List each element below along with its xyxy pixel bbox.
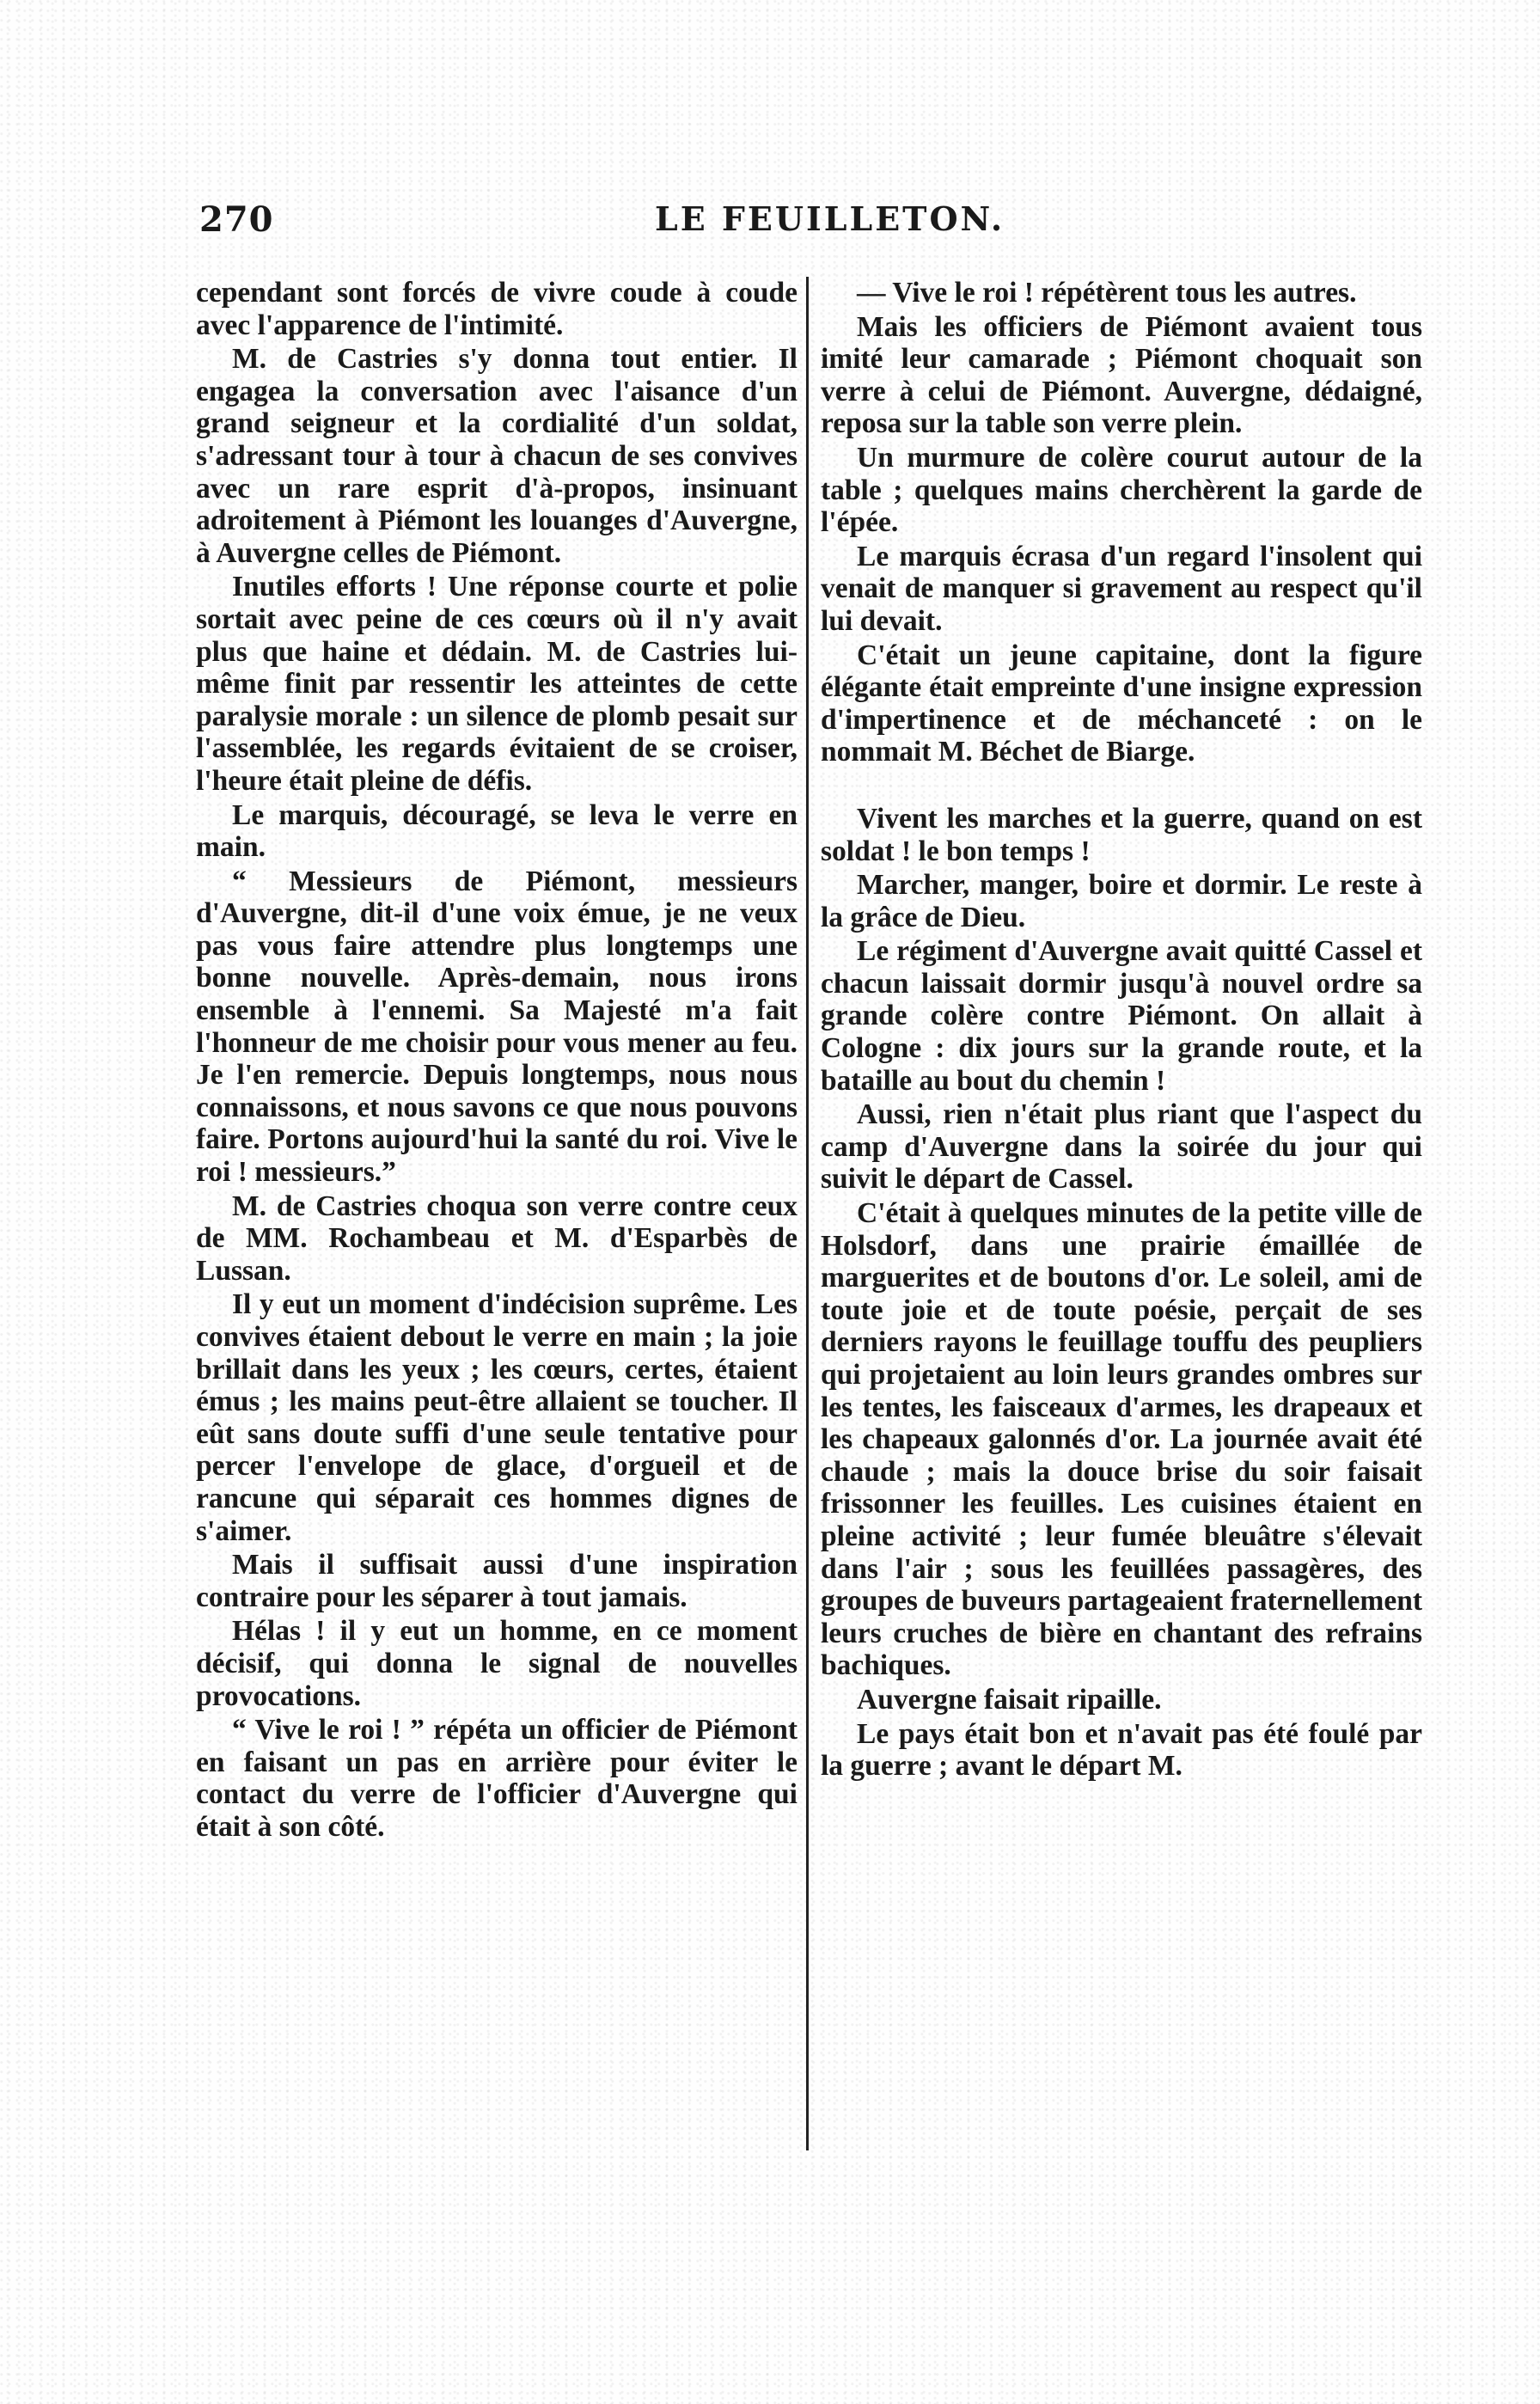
paragraph: “ Messieurs de Piémont, messieurs d'Auvergne, dit-il d'une voix émue, je ne veux pas vous faire attendre plus longtemps une bonne nouvelle. Après-demain, nous irons ensemble à l'ennemi. Sa Majesté m'a fait l'honneur de me choisir pour vous mener au feu. Je l'en remercie. Depuis longtemps, nous nous connaissons, et nous savons ce que nous pouvons faire. Portons aujourd'hui la santé du roi. Vive le roi ! messieurs.” — [196, 865, 798, 1189]
paragraph: Le marquis écrasa d'un regard l'insolent qui venait de manquer si gravement au respect qu'il lui devait. — [821, 540, 1422, 637]
paragraph: Le marquis, découragé, se leva le verre en main. — [196, 798, 798, 864]
paragraph: C'était un jeune capitaine, dont la figure élégante était empreinte d'une insigne expression d'impertinence et de méchanceté : on le nommait M. Béchet de Biarge. — [821, 639, 1422, 768]
paragraph: Le régiment d'Auvergne avait quitté Cassel et chacun laissait dormir jusqu'à nouvel ordre sa grande colère contre Piémont. On allait à Cologne : dix jours sur la grande route, et la bataille au bout du chemin ! — [821, 935, 1422, 1097]
paragraph: Il y eut un moment d'indécision suprême. Les convives étaient debout le verre en main ; la joie brillait dans les yeux ; les cœurs, certes, étaient émus ; les mains peut-être allaient se toucher. Il eût sans doute suffi d'une seule tentative pour percer l'envelope de glace, d'orgueil et de rancune qui séparait ces hommes dignes de s'aimer. — [196, 1288, 798, 1547]
paragraph: Aussi, rien n'était plus riant que l'aspect du camp d'Auvergne dans la soirée du jour qui suivit le départ de Cassel. — [821, 1098, 1422, 1196]
section-break — [821, 770, 1422, 803]
paragraph: Mais les officiers de Piémont avaient tous imité leur camarade ; Piémont choquait son verre à celui de Piémont. Auvergne, dédaigné, reposa sur la table son verre plein. — [821, 310, 1422, 440]
paragraph: M. de Castries choqua son verre contre ceux de MM. Rochambeau et M. d'Esparbès de Lussan. — [196, 1190, 798, 1287]
paragraph: “ Vive le roi ! ” répéta un officier de Piémont en faisant un pas en arrière pour éviter le contact du verre de l'officier d'Auvergne qui était à son côté. — [196, 1714, 798, 1843]
paragraph: cependant sont forcés de vivre coude à coude avec l'apparence de l'intimité. — [196, 277, 798, 341]
paragraph: Auvergne faisait ripaille. — [857, 1683, 1162, 1716]
paragraph: Marcher, manger, boire et dormir. Le reste à la grâce de Dieu. — [821, 869, 1422, 933]
paragraph: Hélas ! il y eut un homme, en ce moment décisif, qui donna le signal de nouvelles provocations. — [196, 1615, 798, 1712]
column-divider — [806, 277, 809, 2150]
paragraph: Vivent les marches et la guerre, quand on est soldat ! le bon temps ! — [821, 802, 1422, 867]
paragraph: Un murmure de colère courut autour de la table ; quelques mains cherchèrent la garde de l'épée. — [821, 441, 1422, 539]
paragraph: Le pays était bon et n'avait pas été foulé par la guerre ; avant le départ M. — [821, 1717, 1422, 1783]
left-column — [196, 277, 798, 1845]
page-number: 270 — [199, 199, 274, 240]
paragraph: Inutiles efforts ! Une réponse courte et polie sortait avec peine de ces cœurs où il n'y avait plus que haine et dédain. M. de Castries lui-même finit par ressentir les atteintes de cette paralysie morale : un silence de plomb pesait sur l'assemblée, les regards évitaient de se croiser, l'heure était pleine de défis. — [196, 571, 798, 797]
paragraph: — Vive le roi ! répétèrent tous les autres. — [857, 277, 1357, 309]
paragraph: C'était à quelques minutes de la petite ville de Holsdorf, dans une prairie émaillée de marguerites et de boutons d'or. Le soleil, ami de toute joie et de toute poésie, perçait de ses derniers rayons le feuillage touffu des peupliers qui projetaient au loin leurs grandes ombres sur les tentes, les faisceaux d'armes, les drapeaux et les chapeaux galonnés d'or. La journée avait été chaude ; mais la douce brise du soir faisait frissonner les feuilles. Les cuisines étaient en pleine activité ; leur fumée bleuâtre s'élevait dans l'air ; sous les feuillées passagères, des groupes de buveurs partageaient fraternellement leurs cruches de bière en chantant des refrains bachiques. — [821, 1197, 1422, 1682]
paragraph: M. de Castries s'y donna tout entier. Il engagea la conversation avec l'aisance d'un grand seigneur et la cordialité d'un soldat, s'adressant tour à tour à chacun de ses convives avec un rare esprit d'à-propos, insinuant adroitement à Piémont les louanges d'Auvergne, à Auvergne celles de Piémont. — [196, 343, 798, 569]
page-title: LE FEUILLETON. — [655, 199, 1005, 238]
paragraph: Mais il suffisait aussi d'une inspiration contraire pour les séparer à tout jamais. — [196, 1549, 798, 1613]
running-head — [199, 199, 1428, 251]
right-column — [821, 277, 1422, 1784]
